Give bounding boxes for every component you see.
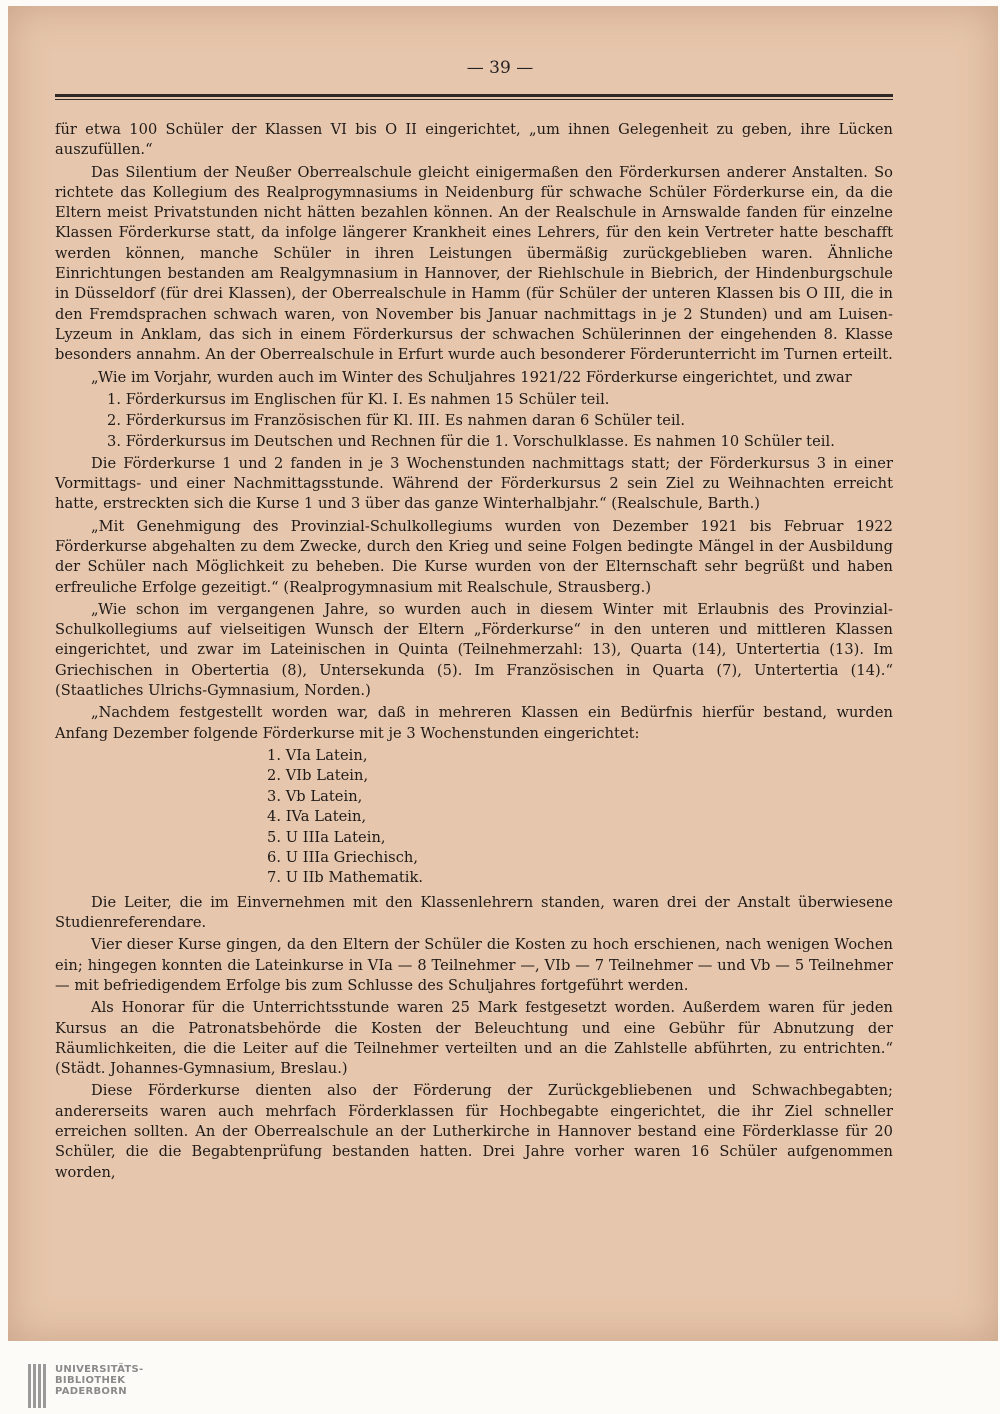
paragraph: Die Förderkurse 1 und 2 fanden in je 3 Wochenstunden nachmittags statt; der Förderkursus 3 in einer Vormittags- und einer Nachmittagsstunde. Während der Förderkursus 2 sein Ziel zu Weihnachten erreicht hatte, erstreckten sich die Kurse 1 und 3 über das ganze Winterhalbjahr.“ (Realschule, Barth.) [55, 454, 893, 513]
paragraph: Diese Förderkurse dienten also der Förderung der Zurückgebliebenen und Schwachbegabten; andererseits waren auch mehrfach Förderklassen für Hochbegabte eingerichtet, die ihr Ziel schneller erreichen sollten. An der Oberrealschule an der Lutherkirche in Hannover bestand eine Förderklasse für 20 Schüler, die die Begabtenprüfung bestanden hatten. Drei Jahre vorher waren 16 Schüler aufgenommen worden, [55, 1082, 893, 1181]
paragraph: „Nachdem festgestellt worden war, daß in mehreren Klassen ein Bedürfnis hierfür bestand, wurden Anfang Dezember folgende Förderkurse mit je 3 Wochenstunden eingerichtet: [55, 704, 893, 742]
library-logo [28, 1364, 228, 1408]
list-item: 6. U IIIa Griechisch, [267, 848, 419, 866]
page-number: — 39 — [466, 58, 534, 78]
list-item: 3. Vb Latein, [267, 787, 363, 805]
list-item: 3. Förderkursus im Deutschen und Rechnen für die 1. Vorschulklasse. Es nahmen 10 Schüler teil. [107, 433, 835, 451]
paragraph: Die Leiter, die im Einvernehmen mit den Klassenlehrern standen, waren drei der Anstalt überwiesene Studienreferendare. [55, 893, 893, 932]
course-list [55, 746, 893, 889]
logo-line: BIBLIOTHEK [55, 1375, 126, 1386]
paragraph: „Wie schon im vergangenen Jahre, so wurden auch in diesem Winter mit Erlaubnis des Provinzial-Schulkollegiums auf vielseitigen Wunsch der Eltern „Förderkurse“ in den unteren und mittleren Klassen eingerichtet, und zwar im Lateinischen in Quinta (Teilnehmerzahl: 13), Quarta (14), Untertertia (13). Im Griechischen in Obertertia (8), Untersekunda (5). Im Französischen in Quarta (7), Untertertia (14).“ (Staatliches Ulrichs-Gymnasium, Norden.) [55, 600, 893, 700]
list-item: 1. VIa Latein, [267, 746, 368, 764]
body-text [55, 120, 893, 1185]
header-rule-thick [55, 94, 893, 97]
paragraph: für etwa 100 Schüler der Klassen VI bis O II eingerichtet, „um ihnen Gelegenheit zu geben, ihre Lücken auszufüllen.“ [55, 121, 893, 159]
logo-line: PADERBORN [55, 1386, 127, 1397]
list-item: 1. Förderkursus im Englischen für Kl. I. Es nahmen 15 Schüler teil. [107, 390, 610, 408]
paragraph: Vier dieser Kurse gingen, da den Eltern der Schüler die Kosten zu hoch erschienen, nach wenigen Wochen ein; hingegen konnten die Lateinkurse in VIa — 8 Teilnehmer —, VIb — 7 Teilnehmer — und Vb — 5 Teilnehmer — mit befriedigendem Erfolge bis zum Schlusse des Schuljahres fortgeführt werden. [55, 936, 893, 994]
library-logo-icon [28, 1364, 48, 1408]
paragraph: „Wie im Vorjahr, wurden auch im Winter des Schuljahres 1921/22 Förderkurse eingerichtet, und zwar [91, 368, 852, 386]
paragraph: „Mit Genehmigung des Provinzial-Schulkollegiums wurden von Dezember 1921 bis Februar 1922 Förderkurse abgehalten zu dem Zwecke, durch den Krieg und seine Folgen bedingte Mängel in der Ausbildung der Schüler nach Möglichkeit zu beheben. Die Kurse wurden von der Elternschaft sehr begrüßt und haben erfreuliche Erfolge gezeitigt.“ (Realprogymnasium mit Realschule, Strausberg.) [55, 517, 893, 596]
list-item: 4. IVa Latein, [267, 808, 367, 826]
list-item: 7. U IIb Mathematik. [267, 869, 424, 887]
list-item: 2. VIb Latein, [267, 767, 369, 785]
list-item: 2. Förderkursus im Französischen für Kl. III. Es nahmen daran 6 Schüler teil. [107, 412, 686, 430]
list-item: 5. U IIIa Latein, [267, 828, 386, 846]
logo-line: UNIVERSITÄTS- [55, 1364, 144, 1375]
header-rule-thin [55, 99, 893, 100]
paragraph: Das Silentium der Neußer Oberrealschule gleicht einigermaßen den Förderkursen anderer Anstalten. So richtete das Kollegium des Realprogymnasiums in Neidenburg für schwache Schüler Förderkurse ein, da die Eltern meist Privatstunden nicht hätten bezahlen können. An der Realschule in Arnswalde fanden für einzelne Klassen Förderkurse statt, da infolge längerer Krankheit eines Lehrers, für den kein Vertreter hatte beschafft werden können, manche Schüler in ihren Leistungen übermäßig zurückgeblieben waren. Ähnliche Einrichtungen bestanden am Realgymnasium in Hannover, der Riehlschule in Biebrich, der Hindenburgschule in Düsseldorf (für drei Klassen), der Oberrealschule in Hamm (für Schüler der unteren Klassen bis O III, die in den Fremdsprachen schwach waren, von November bis Januar nachmittags in je 2 Stunden) und am Luisen-Lyzeum in Anklam, das sich in einem Förderkursus der schwachen Schülerinnen der eingehenden 8. Klasse besonders annahm. An der Oberrealschule in Erfurt wurde auch besonderer Förderunterricht im Turnen erteilt. [55, 163, 893, 364]
paragraph: Als Honorar für die Unterrichtsstunde waren 25 Mark festgesetzt worden. Außerdem waren für jeden Kursus an die Patronatsbehörde die Kosten der Beleuchtung und eine Gebühr für Abnutzung der Räumlichkeiten, die die Leiter auf die Teilnehmer verteilten und an die Zahlstelle abführten, zu entrichten.“ (Städt. Johannes-Gymnasium, Breslau.) [55, 999, 893, 1078]
library-logo-text [55, 1364, 144, 1397]
